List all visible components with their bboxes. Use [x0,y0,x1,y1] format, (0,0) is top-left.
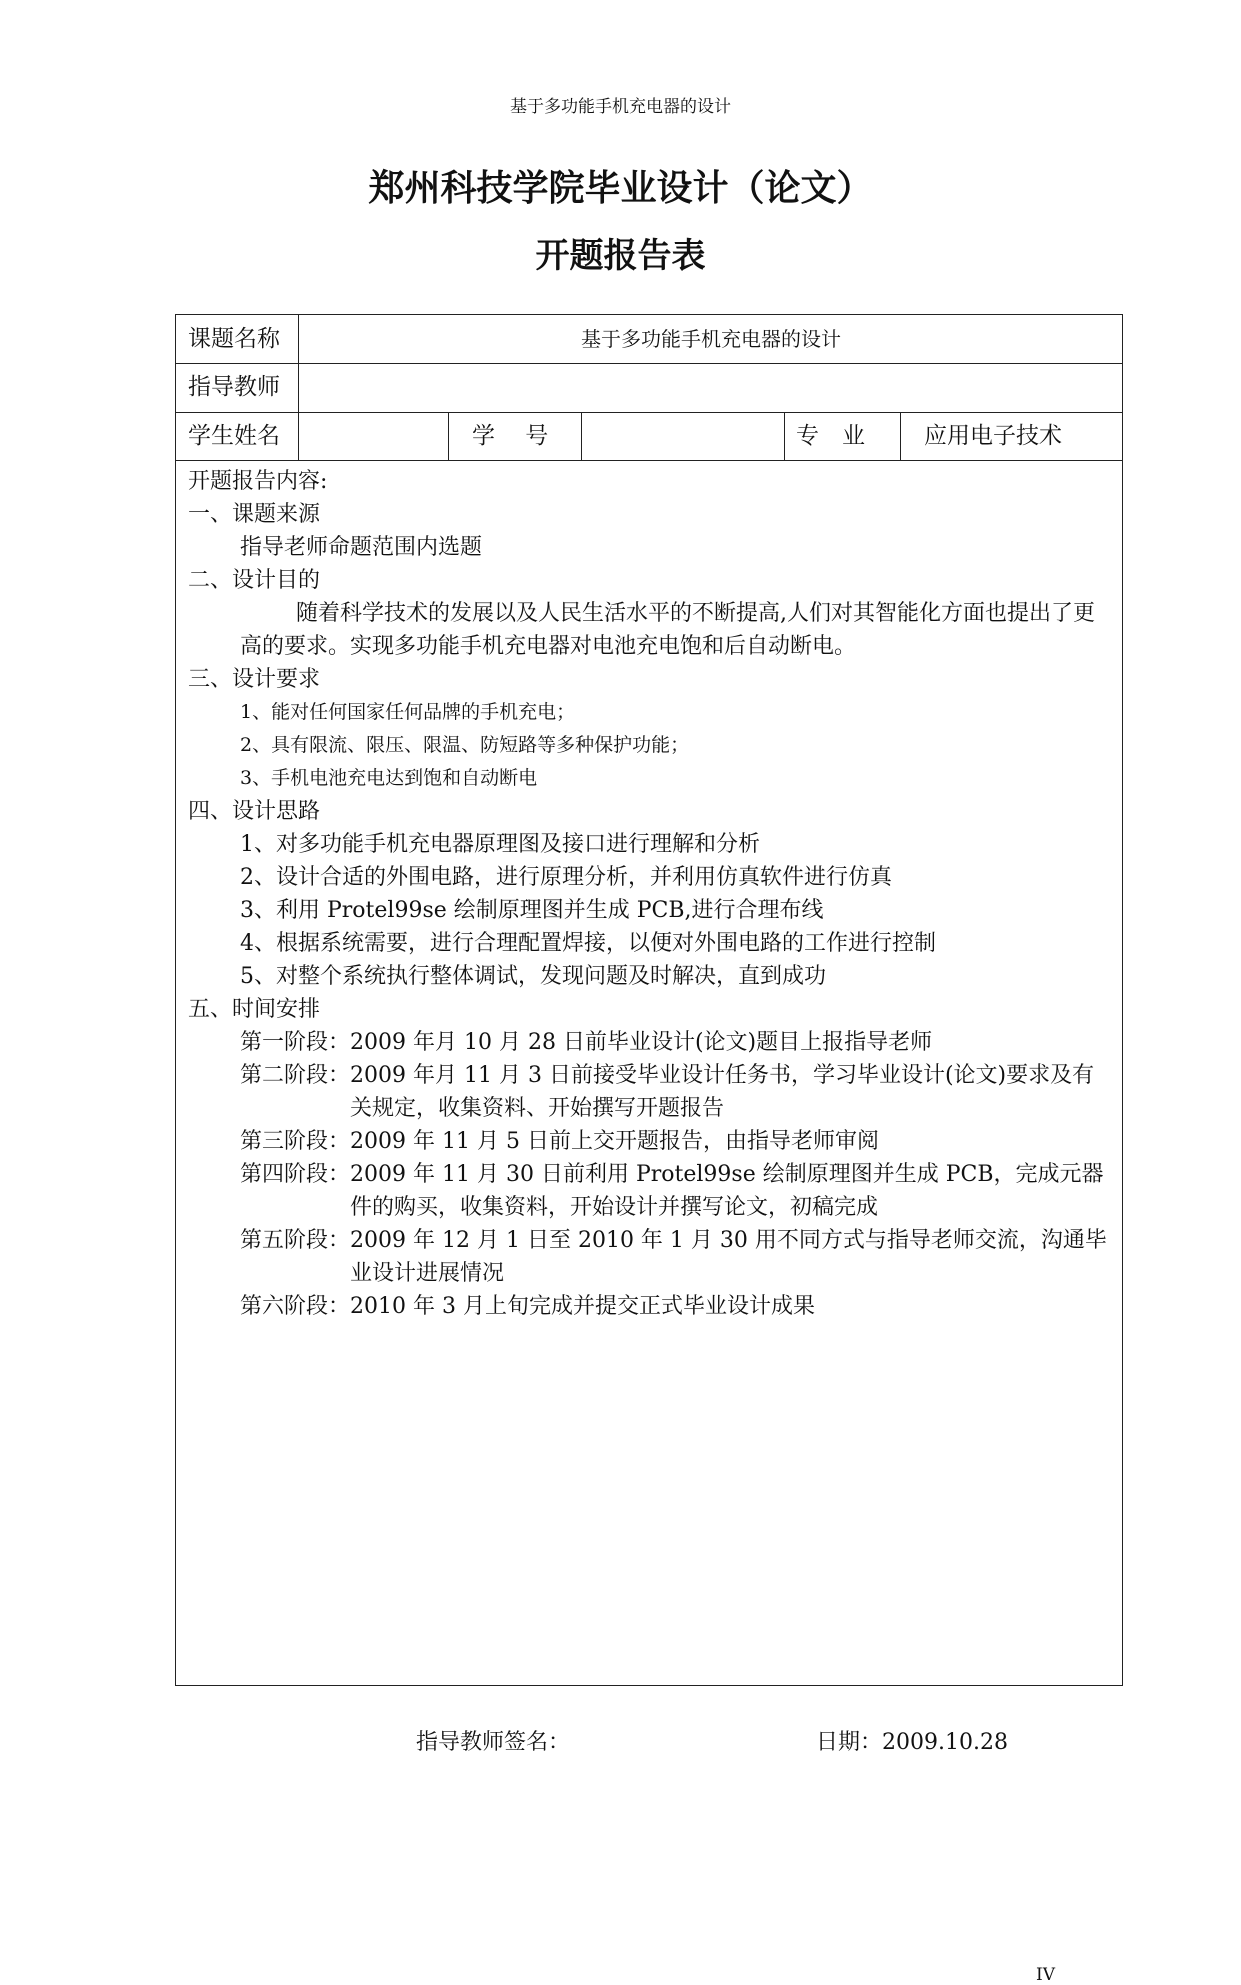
advisor-signature-label: 指导教师签名： [416,1730,571,1755]
schedule-item [188,1224,1108,1290]
student-id-label: 学 号 [472,423,549,449]
document-title: 郑州科技学院毕业设计（论文） [368,168,873,209]
schedule-item [188,1290,1108,1323]
topic-label: 课题名称 [188,326,280,352]
advisor-label: 指导教师 [188,374,280,400]
column-divider [581,412,582,460]
running-header: 基于多功能手机充电器的设计 [510,97,731,117]
stage-text: 2009 年月 11 月 3 日前接受毕业设计任务书，学习毕业设计(论文)要求及有关规定，收集资料、开始撰写开题报告 [350,1063,1095,1121]
list-item: 4、根据系统需要，进行合理配置焊接，以便对外围电路的工作进行控制 [240,931,936,956]
page-number: IV [1036,1965,1055,1985]
list-item: 3、利用 Protel99se 绘制原理图并生成 PCB,进行合理布线 [240,898,824,923]
column-divider [784,412,785,460]
list-item: 1、对多功能手机充电器原理图及接口进行理解和分析 [240,832,760,857]
stage-label: 第一阶段： [240,1030,351,1055]
stage-label: 第五阶段： [240,1228,351,1253]
stage-text: 2009 年 11 月 5 日前上交开题报告，由指导老师审阅 [350,1129,879,1154]
report-content [188,465,1108,1323]
section-title: 二、设计目的 [188,568,321,593]
list-item: 5、对整个系统执行整体调试，发现问题及时解决，直到成功 [240,964,826,989]
column-divider [900,412,901,460]
schedule-item [188,1125,1108,1158]
section-text: 指导老师命题范围内选题 [240,535,483,560]
topic-value: 基于多功能手机充电器的设计 [581,327,841,351]
section-title: 三、设计要求 [188,667,321,692]
column-divider [448,412,449,460]
list-item: 2、具有限流、限压、限温、防短路等多种保护功能； [240,734,690,756]
list-item: 2、设计合适的外围电路，进行原理分析，并利用仿真软件进行仿真 [240,865,892,890]
date-text: 日期：2009.10.28 [816,1730,1008,1755]
content-heading: 开题报告内容: [188,469,328,494]
student-name-label: 学生姓名 [188,423,280,449]
stage-label: 第六阶段： [240,1294,351,1319]
schedule-item [188,1158,1108,1224]
list-item: 3、手机电池充电达到饱和自动断电 [240,767,538,789]
document-subtitle: 开题报告表 [535,236,706,276]
stage-label: 第三阶段： [240,1129,351,1154]
stage-text: 2009 年 12 月 1 日至 2010 年 1 月 30 用不同方式与指导老师交流，沟通毕业设计进展情况 [350,1228,1107,1286]
stage-label: 第四阶段： [240,1162,351,1187]
row-divider [176,460,1122,461]
major-value: 应用电子技术 [924,423,1062,449]
section-paragraph: 随着科学技术的发展以及人民生活水平的不断提高,人们对其智能化方面也提出了更高的要求。实现多功能手机充电器对电池充电饱和后自动断电。 [240,601,1095,659]
schedule-item [188,1026,1108,1059]
major-label: 专 业 [796,423,865,449]
section-title: 四、设计思路 [188,799,321,824]
stage-text: 2009 年 11 月 30 日前利用 Protel99se 绘制原理图并生成 PCB，完成元器件的购买，收集资料，开始设计并撰写论文，初稿完成 [350,1162,1104,1220]
stage-text: 2009 年月 10 月 28 日前毕业设计(论文)题目上报指导老师 [350,1030,933,1055]
row-divider [176,363,1122,364]
list-item: 1、能对任何国家任何品牌的手机充电； [240,701,576,723]
stage-text: 2010 年 3 月上旬完成并提交正式毕业设计成果 [350,1294,815,1319]
section-title: 一、课题来源 [188,502,321,527]
section-title: 五、时间安排 [188,997,321,1022]
stage-label: 第二阶段： [240,1063,351,1088]
schedule-item [188,1059,1108,1125]
report-table [175,314,1123,1985]
